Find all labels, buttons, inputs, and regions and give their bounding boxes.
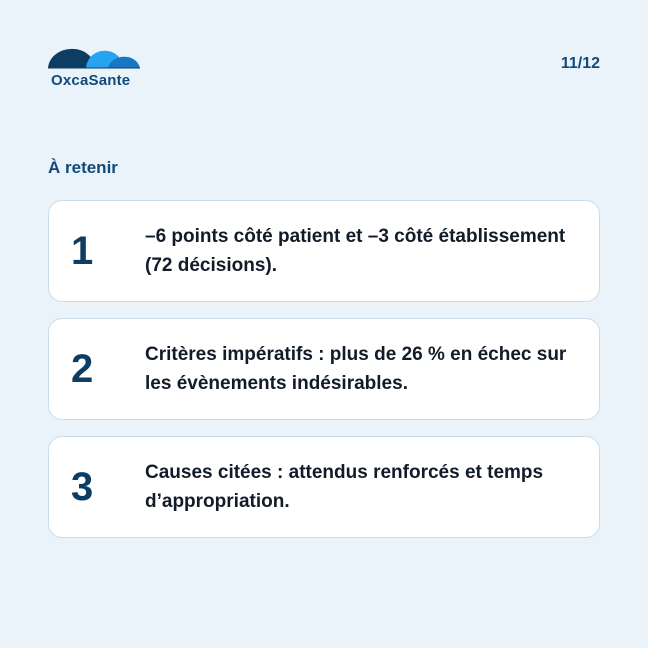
takeaway-card-2	[48, 318, 600, 420]
section-title: À retenir	[48, 158, 118, 177]
brand-logo	[48, 40, 144, 70]
takeaway-card-1	[48, 200, 600, 302]
takeaway-card-3	[48, 436, 600, 538]
takeaway-number: 1	[71, 228, 94, 273]
takeaway-text: Critères impératifs : plus de 26 % en échec sur les évènements indésirables.	[145, 344, 567, 394]
logo-hills-icon	[48, 40, 144, 70]
takeaway-text: –6 points côté patient et –3 côté établissement (72 décisions).	[145, 226, 566, 276]
takeaway-list	[48, 200, 600, 554]
takeaway-number: 2	[71, 346, 94, 391]
takeaway-text: Causes citées : attendus renforcés et temps d’appropriation.	[145, 462, 544, 512]
brand-name: OxcaSante	[51, 72, 131, 89]
takeaway-number: 3	[71, 464, 94, 509]
page-counter: 11/12	[560, 55, 600, 72]
